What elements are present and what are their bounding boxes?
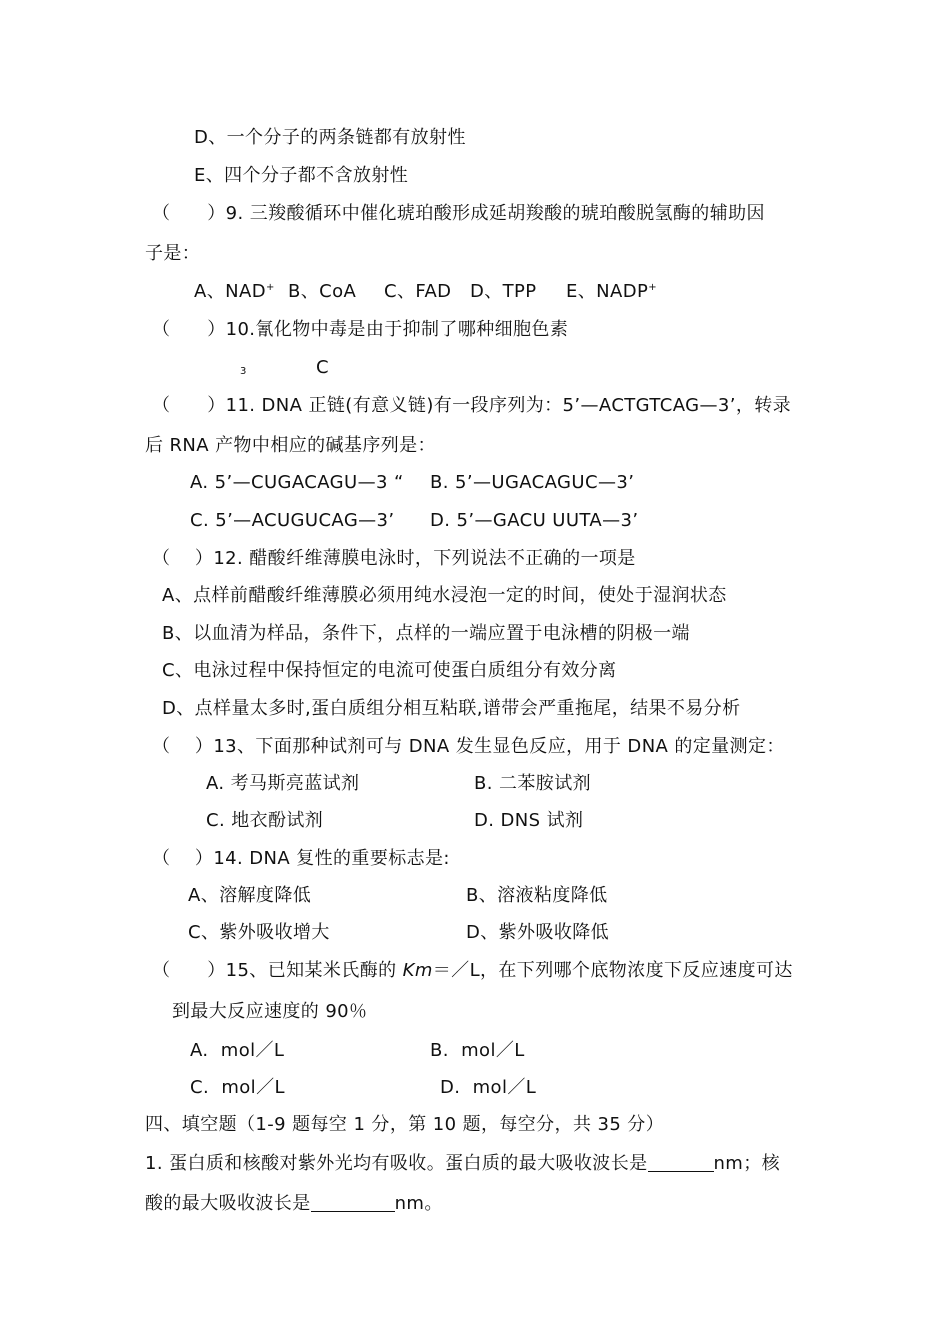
question-10: （ ）10.氰化物中毒是由于抑制了哪种细胞色素 [152,319,569,340]
question-12-option-b: B、以血清为样品，条件下，点样的一端应置于电泳槽的阴极一端 [162,623,690,644]
section-heading-fill-in: 四、填空题（1-9 题每空 1 分，第 10 题，每空分，共 35 分） [145,1114,665,1135]
question-15-continued: 到最大反应速度的 90％ [172,1001,368,1022]
option-e-line: E、四个分子都不含放射性 [194,165,409,186]
question-13-option-b: B. 二苯胺试剂 [474,773,591,794]
answer-blank-protein[interactable] [648,1153,714,1172]
question-15-option-c: C. mol／L [190,1077,285,1098]
answer-blank-nucleic-acid[interactable] [311,1193,395,1212]
question-9-option-b: B、CoA [288,281,357,302]
question-12: （ ）12. 醋酸纤维薄膜电泳时，下列说法不正确的一项是 [152,548,636,569]
option-d-line: D、一个分子的两条链都有放射性 [194,127,466,148]
question-15-option-d: D. mol／L [440,1077,537,1098]
fill-in-question-1-continued: 酸的最大吸收波长是 nm。 [145,1193,443,1214]
question-14-option-d: D、紫外吸收降低 [466,922,610,943]
fill-in-question-1: 1. 蛋白质和核酸对紫外光均有吸收。蛋白质的最大吸收波长是 nm；核 [145,1153,781,1174]
question-13-option-d: D. DNS 试剂 [474,810,584,831]
question-12-option-d: D、点样量太多时,蛋白质组分相互粘联,谱带会严重拖尾，结果不易分析 [162,698,741,719]
question-9-option-e: E、NADP+ [566,281,658,302]
question-11-option-a: A. 5’—CUGACAGU—3 “ [190,472,404,493]
question-14-option-a: A、溶解度降低 [188,885,312,906]
question-9-option-d: D、TPP [470,281,537,302]
question-9-continued: 子是： [145,243,201,264]
question-15-option-b: B. mol／L [430,1040,525,1061]
question-11-option-d: D. 5’—GACU UUTA—3’ [430,510,639,531]
question-15-option-a: A. mol／L [190,1040,285,1061]
question-10-fragment-3: 3 [240,366,247,377]
question-9-option-a: A、NAD+ [194,281,275,302]
question-14: （ ）14. DNA 复性的重要标志是: [152,848,450,869]
question-15: （ ）15、已知某米氏酶的 Km＝／L，在下列哪个底物浓度下反应速度可达 [152,960,793,981]
question-9-option-c: C、FAD [384,281,452,302]
question-14-option-b: B、溶液粘度降低 [466,885,608,906]
question-11-continued: 后 RNA 产物中相应的碱基序列是： [145,435,436,456]
question-9: （ ）9. 三羧酸循环中催化琥珀酸形成延胡羧酸的琥珀酸脱氢酶的辅助因 [152,203,765,224]
question-12-option-a: A、点样前醋酸纤维薄膜必须用纯水浸泡一定的时间，使处于湿润状态 [162,585,727,606]
question-12-option-c: C、电泳过程中保持恒定的电流可使蛋白质组分有效分离 [162,660,617,681]
question-13-option-a: A. 考马斯亮蓝试剂 [206,773,360,794]
question-13-option-c: C. 地衣酚试剂 [206,810,324,831]
question-11-option-b: B. 5’—UGACAGUC—3’ [430,472,635,493]
question-11: （ ）11. DNA 正链(有意义链)有一段序列为：5’—ACTGTCAG—3’，转录 [152,395,792,416]
question-14-option-c: C、紫外吸收增大 [188,922,330,943]
question-11-option-c: C. 5’—ACUGUCAG—3’ [190,510,395,531]
question-13: （ ）13、下面那种试剂可与 DNA 发生显色反应，用于 DNA 的定量测定： [152,736,785,757]
question-10-fragment-c: C [316,357,329,378]
